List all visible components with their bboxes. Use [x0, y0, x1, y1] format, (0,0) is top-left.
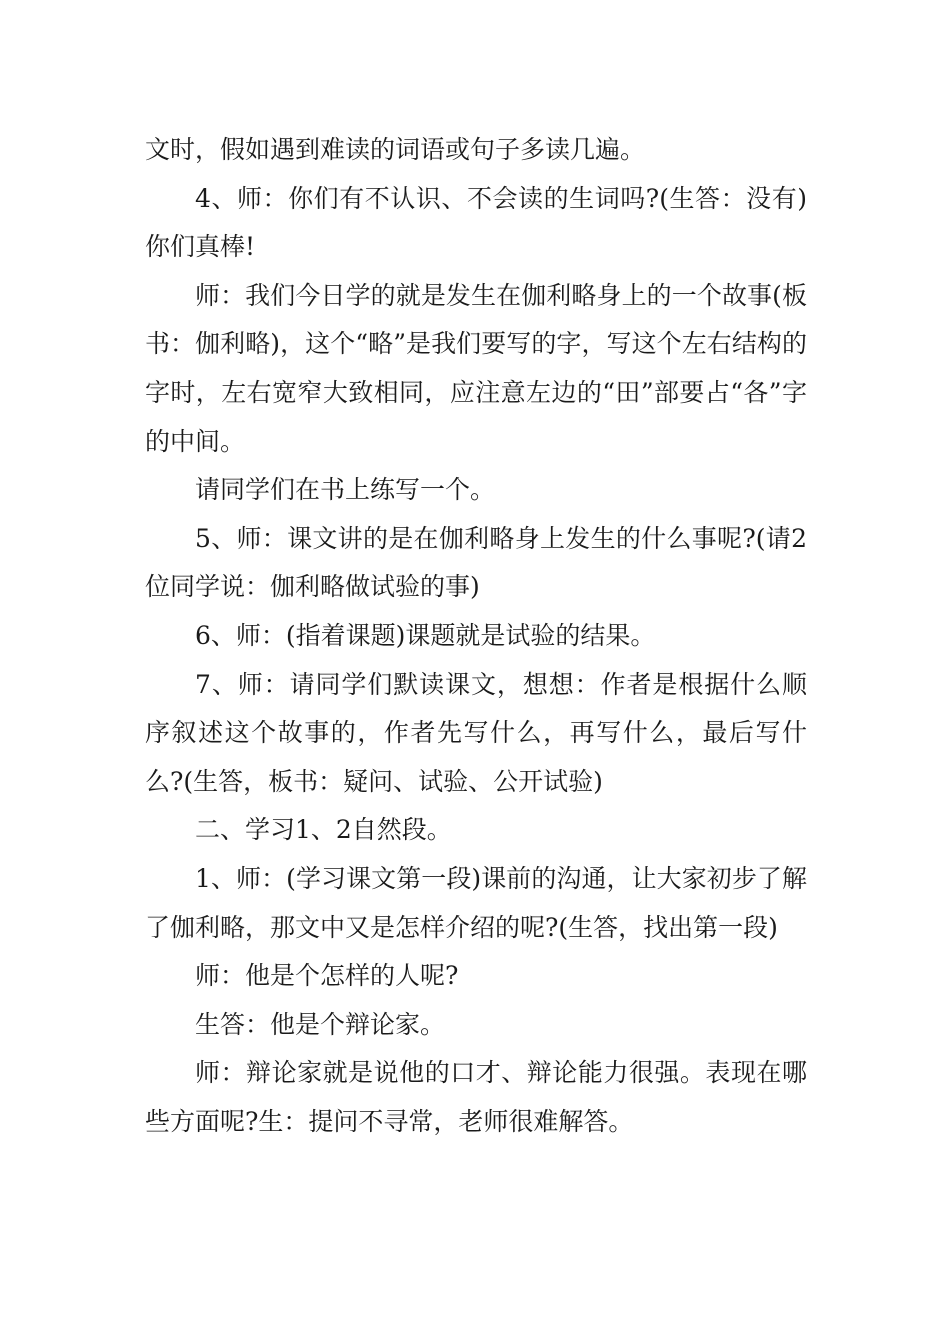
paragraph: 文时，假如遇到难读的词语或句子多读几遍。 [145, 135, 646, 164]
paragraph: 请同学们在书上练写一个。 [195, 475, 496, 505]
paragraph: 1、师：(学习课文第一段)课前的沟通，让大家初步了解了伽利略，那文中又是怎样介绍的呢?(生答，找出第一段) [145, 863, 807, 942]
paragraph: 师：他是个怎样的人呢? [195, 961, 459, 991]
paragraph: 5、师：课文讲的是在伽利略身上发生的什么事呢?(请2位同学说：伽利略做试验的事) [145, 523, 807, 602]
paragraph: 6、师：(指着课题)课题就是试验的结果。 [195, 620, 656, 650]
paragraph: 师：我们今日学的就是发生在伽利略身上的一个故事(板书：伽利略)，这个“略”是我们要写的字，写这个左右结构的字时，左右宽窄大致相同，应注意左边的“田”部要占“各”字的中间。 [145, 280, 807, 456]
paragraph: 7、师：请同学们默读课文，想想：作者是根据什么顺序叙述这个故事的，作者先写什么，再写什么，最后写什么?(生答，板书：疑问、试验、公开试验) [145, 669, 807, 796]
paragraph: 师：辩论家就是说他的口才、辩论能力很强。表现在哪些方面呢?生：提问不寻常，老师很难解答。 [145, 1058, 807, 1136]
paragraph: 4、师：你们有不认识、不会读的生词吗?(生答：没有)你们真棒! [145, 183, 807, 262]
paragraph: 二、学习1、2自然段。 [195, 815, 452, 845]
paragraph: 生答：他是个辩论家。 [195, 1009, 446, 1039]
document-body [145, 126, 807, 1146]
